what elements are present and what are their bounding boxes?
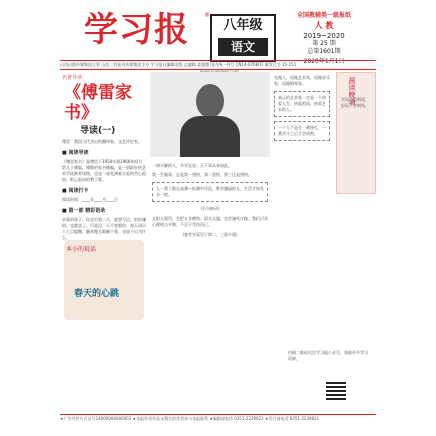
portrait-body [180,116,240,157]
paragraph: 阅读时间：____年____月____日 [62,197,118,202]
section-tag: 名著导读 [62,75,83,81]
badge-date: 2020年1月1日 [303,58,345,65]
grade-label: 八年级 [223,18,263,33]
paragraph: 先做人，再做艺术家，再做音乐家，再做钢琴家。 [274,75,330,86]
quote-tag: (名句摘录) [200,206,220,211]
guide-heading: 导读(一) [80,126,116,136]
sidebar-title: 晨读晚诵 [348,77,356,105]
illustration-caption: 本小的说话 [66,246,97,253]
issue-badge [278,12,370,66]
paragraph: 亲爱的孩子，你走后第二天，就想写信，怕你嫌烦，也就罢了。可是没一天不想着你，每天清早六七点就醒，翻来覆去地睡不着，也说不出为什么。 [62,217,146,240]
newspaper-page [60,0,376,436]
badge-total: 总第1601期 [307,48,341,55]
illustration-title: 春天的心跳 [74,289,120,299]
badge-award: 全国教辅类一级报纸 [296,12,351,19]
publisher-info-bar: 山西出版传媒集团主管 山西三晋报刊传媒集团主办 学习报社编辑出版 总编辑 姜俊德 国内统一刊号 CN14-0708(F) 邮发代号 21-151 [60,60,376,70]
paragraph: 太阳太强烈，会把五谷晒焦；雨水太猛，也会淹死庄稼。我们只求心理相当平衡，不至于受伤而已。 [152,216,268,227]
answer-note: (参考答案见下期二、三版中缝) [182,232,238,237]
quote-box: 一个人不是在一番挣扎，一番苦斗之后才会成熟。 [274,121,330,141]
author-portrait [150,72,270,157]
section-heading: ■ 阅读导读 [62,150,89,156]
section-heading: ■ 阅读打卡 [62,188,89,194]
sidebar-box [336,72,376,194]
subject-label: 语文 [218,38,268,56]
qr-code-icon[interactable] [326,380,346,400]
qr-caption: 扫描二维码关注学习报公众号，获取更多学习资源。 [288,350,368,361]
paragraph: 《傅雷家书》是傅雷于1954年到1966年间写给儿子傅聪、傅敏的家书摘编，是一部最好的艺术学徒修养读物，也是一部充满着父爱的苦心孤诣、呕心沥血的教子篇。 [62,159,146,182]
badge-year: 2019~2020 [303,32,345,40]
section-heading: ■ 第一部 精彩语录 [62,208,106,214]
quote-box: 人一辈子都在高潮—低潮中浮沉，唯有庸碌的人，生活才如死水一般。 [152,182,268,202]
badge-issue: 第 25 期 [312,40,336,47]
paragraph: 我一生做事，总是第一坚持，第二坚持，第三还是坚持。 [152,172,252,177]
book-title: 《傅雷家书》 [64,83,132,123]
footer-bar: ★广告经营许可证号14000004000003 ★本报所刊作品未署名的作者请与本报联系 ★编辑部电话 0351-2239622 ★发行部电话 0351-2239621 [60,414,376,429]
sidebar-text: 学而不思则罔，思而不学则殆。 [341,97,369,108]
masthead-title: 学习报 [84,10,189,50]
badge-edition: 人 教 [314,21,334,30]
grade-box [210,14,276,62]
quote-box: 真正的艺术家一定是一个热爱人生、热爱祖国、热爱艺术的人。 [274,91,330,117]
portrait-face [196,84,224,118]
author-intro: 傅雷：我国当代杰出的翻译家、文艺评论家。 [62,139,142,144]
middle-column [150,160,270,410]
paragraph: 一知半解的人，多半狂妄；天下事从来如此。 [152,163,232,168]
registered-mark: ® [204,12,210,19]
